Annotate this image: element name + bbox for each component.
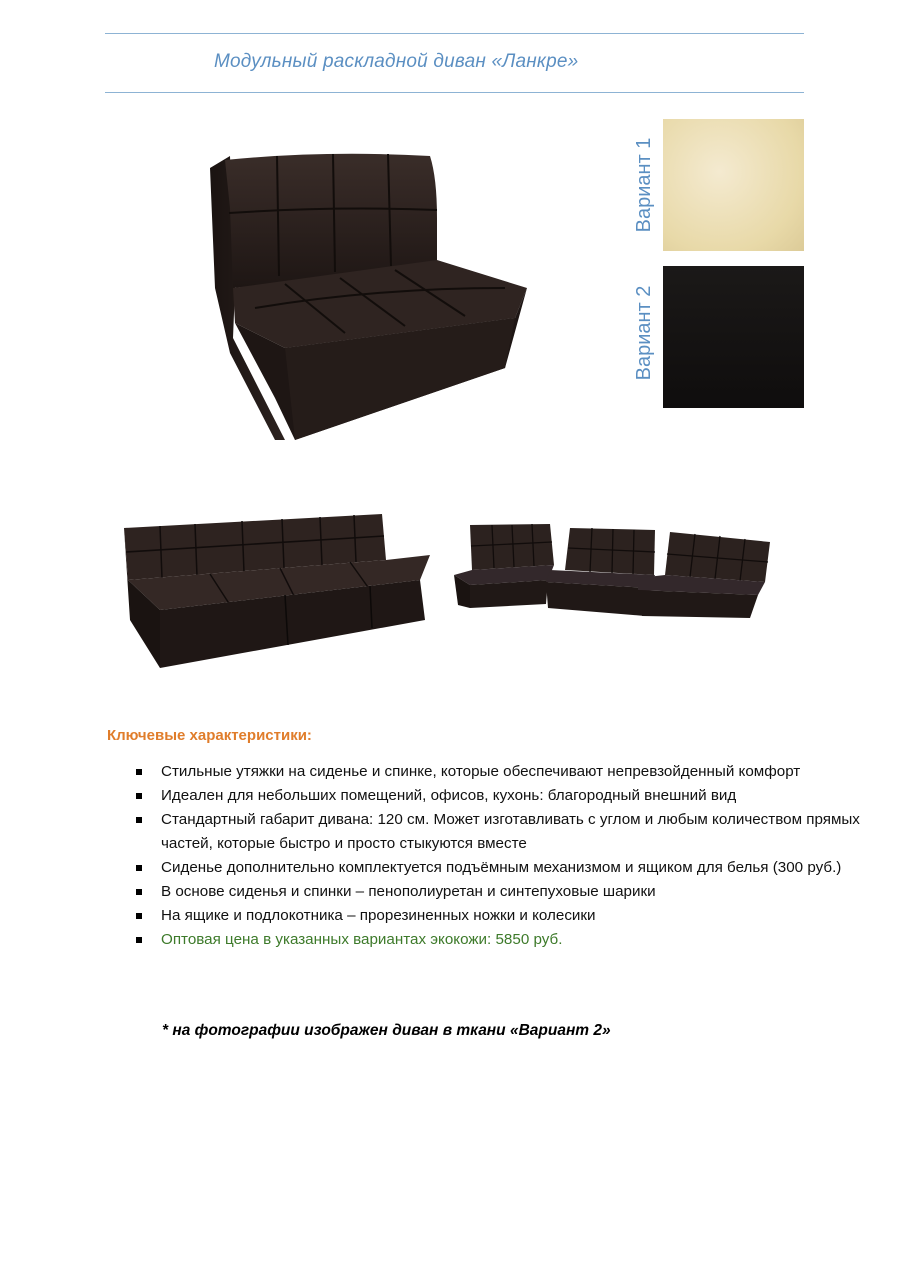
bullet-icon (136, 769, 142, 775)
list-item: Стильные утяжки на сиденье и спинке, которые обеспечивают непревзойденный комфорт (130, 760, 870, 784)
list-item: Идеален для небольших помещений, офисов, кухонь: благородный внешний вид (130, 784, 870, 808)
page-title: Модульный раскладной диван «Ланкре» (214, 51, 579, 72)
variant-1-swatch (663, 119, 804, 251)
header-top-rule (105, 33, 804, 34)
variant-1-label: Вариант 1 (633, 137, 655, 233)
bullet-icon (136, 865, 142, 871)
features-list (130, 760, 870, 952)
main-sofa-image (205, 148, 535, 448)
bullet-icon (136, 817, 142, 823)
list-item: На ящике и подлокотника – прорезиненных ножки и колесики (130, 904, 870, 928)
header-bottom-rule (105, 92, 804, 93)
list-item: Стандартный габарит дивана: 120 см. Может изготавливать с углом и любым количеством прямых частей, которые быстро и просто стыкуются вместе (130, 808, 870, 856)
variant-2-swatch (663, 266, 804, 408)
bullet-icon (136, 937, 142, 943)
price-item: Оптовая цена в указанных вариантах экокожи: 5850 руб. (130, 928, 870, 952)
modular-sofa-sections-image (450, 520, 780, 620)
bullet-icon (136, 889, 142, 895)
bullet-icon (136, 913, 142, 919)
bullet-icon (136, 793, 142, 799)
list-item: Сиденье дополнительно комплектуется подъёмным механизмом и ящиком для белья (300 руб.) (130, 856, 870, 880)
modular-sofa-straight-image (120, 510, 435, 670)
variant-2-label: Вариант 2 (633, 285, 655, 381)
list-item: В основе сиденья и спинки – пенополиуретан и синтепуховые шарики (130, 880, 870, 904)
photo-footnote: * на фотографии изображен диван в ткани «Вариант 2» (162, 1022, 611, 1039)
features-heading: Ключевые характеристики: (107, 727, 312, 744)
